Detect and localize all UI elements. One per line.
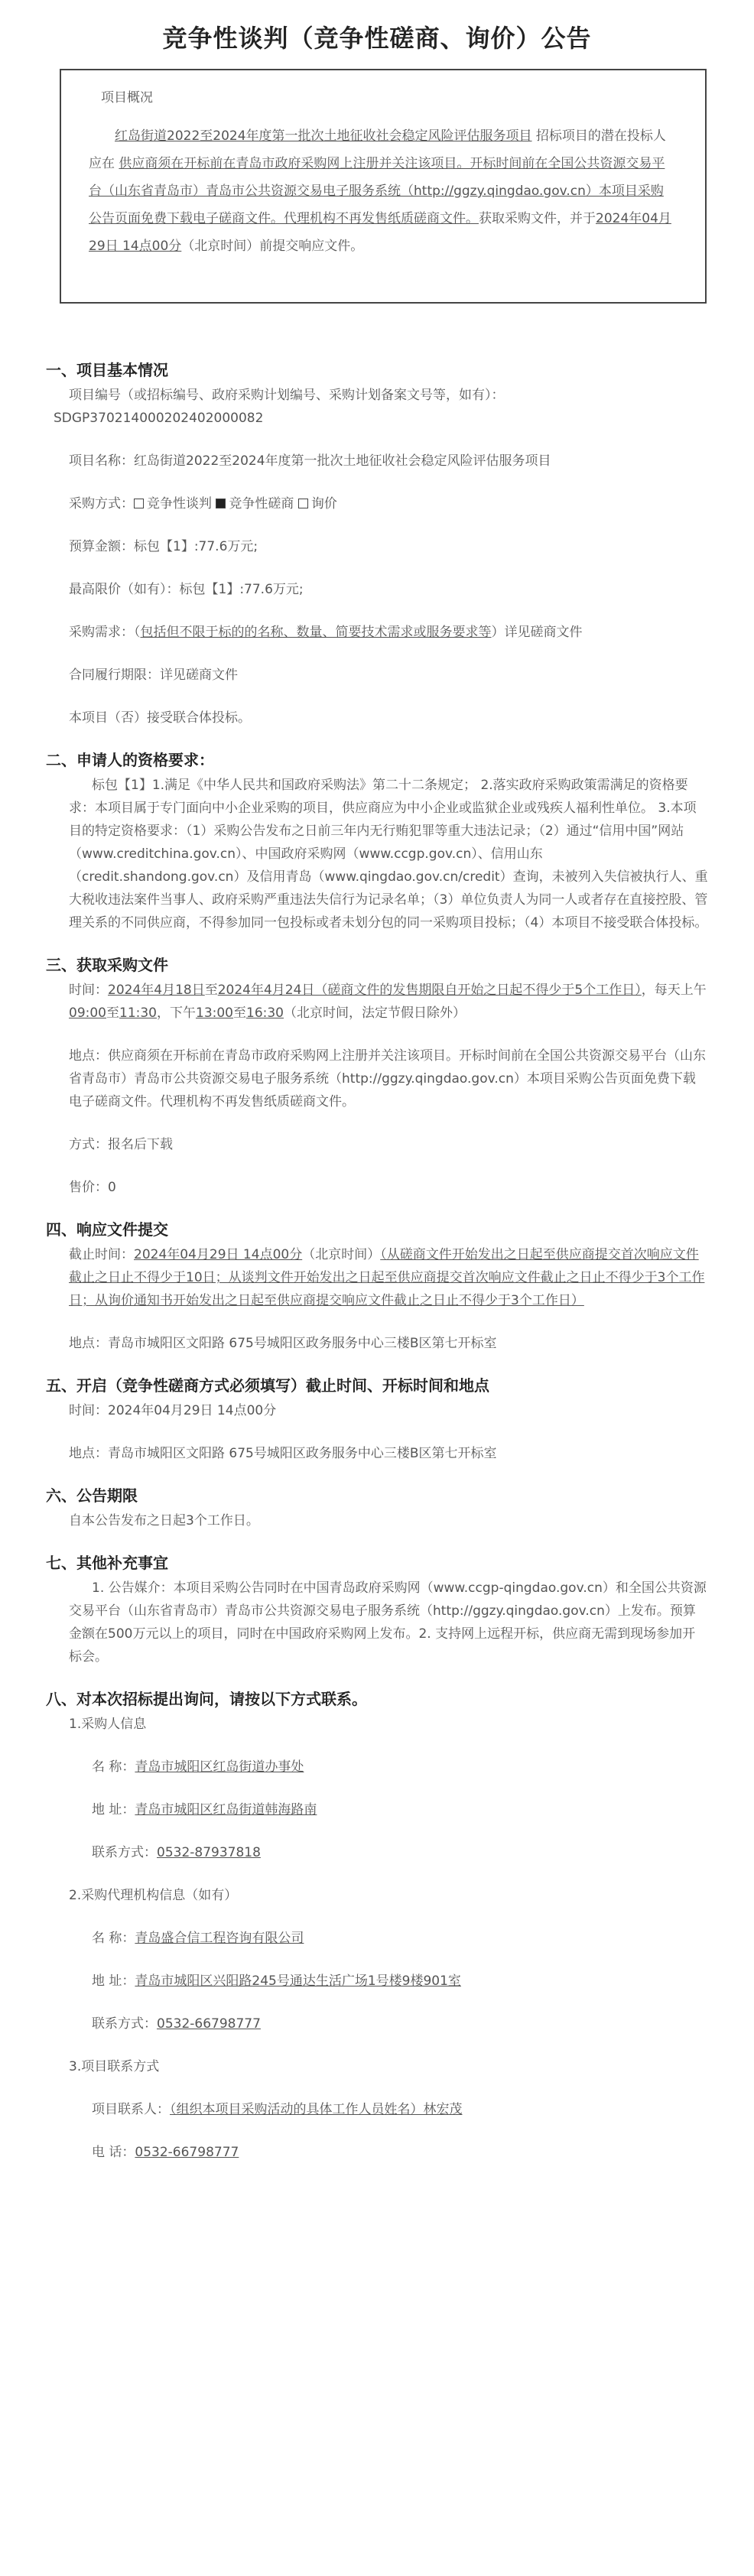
- acquisition-place: 地点：供应商须在开标前在青岛市政府采购网上注册并关注该项目。开标时间前在全国公共资源交易平台（山东省青岛市）青岛市公共资源交易电子服务系统（http://ggzy.qingdao.gov.cn）本项目采购公告页面免费下载电子磋商文件。代理机构不再发售纸质磋商文件。: [69, 1048, 706, 1109]
- project-code-label: 项目编号（或招标编号、政府采购计划编号、采购计划备案文号等，如有）：: [69, 388, 505, 403]
- unchecked-box-icon: [134, 499, 144, 508]
- purchaser-info-title: 1.采购人信息: [69, 1717, 147, 1732]
- agency-phone: 0532-66798777: [157, 2016, 261, 2032]
- qualification-requirements: 标包【1】1.满足《中华人民共和国政府采购法》第二十二条规定； 2.落实政府采购政策需满足的资格要求：本项目属于专门面向中小企业采购的项目，供应商应为中小企业或监狱企业或残疾人福利性单位。 3.本项目的特定资格要求：（1）采购公告发布之日前三年内无行贿犯罪等重大违法记录；（2）通过“信用中国”网站（www.creditchina.gov.cn）、中国政府采购网（www.ccgp.gov.cn）、信用山东（credit.shandong.gov.cn）及信用青岛（www.qingdao.gov.cn/credit）查询，未被列入失信被执行人、重大税收违法案件当事人、政府采购严重违法失信行为记录名单；（3）单位负责人为同一人或者存在直接控股、管理关系的不同供应商，不得参加同一包投标或者未划分包的同一采购项目投标；（4）本项目不接受联合体投标。: [69, 778, 708, 931]
- morning-end: 11:30: [119, 1005, 157, 1021]
- to-text: 至: [204, 983, 218, 998]
- purchaser-address-value: 青岛市城阳区红岛街道韩海路南: [135, 1802, 317, 1817]
- needs-detail: 包括但不限于标的的名称、数量、简要技术需求或服务要求等: [140, 625, 492, 640]
- contact-label: 联系方式：: [92, 1845, 157, 1860]
- purchaser-name-value: 青岛市城阳区红岛街道办事处: [135, 1759, 304, 1775]
- section-5-heading: 五、开启（竞争性磋商方式必须填写）截止时间、开标时间和地点: [46, 1376, 489, 1395]
- agency-address: [46, 1970, 708, 1993]
- section-3-heading: 三、获取采购文件: [46, 956, 168, 974]
- section-8-heading: 八、对本次招标提出询问，请按以下方式联系。: [46, 1690, 367, 1708]
- overview-download-info: 供应商须在开标前在青岛市政府采购网上注册并关注该项目。开标时间前在全国公共资源交易平台（山东省青岛市）青岛市公共资源交易电子服务系统（http://ggzy.qingdao.gov.cn）本项目采购公告页面免费下载电子磋商文件。代理机构不再发售纸质磋商文件。: [89, 156, 665, 226]
- name-label: 名 称：: [92, 1759, 135, 1775]
- submission-place: 地点：青岛市城阳区文阳路 675号城阳区政务服务中心三楼B区第七开标室: [69, 1336, 497, 1351]
- overview-text: [89, 122, 674, 260]
- procurement-method-label: 采购方式：: [69, 496, 134, 512]
- overview-text-2: 招标项目的潜在投标人应在: [89, 128, 666, 171]
- agency-contact: [46, 2012, 708, 2035]
- project-contact-person: [46, 2098, 708, 2121]
- agency-address-value: 青岛市城阳区兴阳路245号通达生活广场1号楼9楼901室: [135, 1973, 461, 1989]
- contract-period: 合同履行期限：详见磋商文件: [69, 668, 238, 683]
- afternoon-end: 16:30: [246, 1005, 284, 1021]
- start-date: 2024年4月18日: [108, 983, 205, 998]
- overview-heading: 项目概况: [101, 90, 153, 106]
- overview-project-name: 红岛街道2022至2024年度第一批次土地征收社会稳定风险评估服务项目: [115, 128, 532, 144]
- address-label: 地 址：: [92, 1973, 135, 1989]
- morning-text: ，每天上午: [641, 983, 707, 998]
- purchaser-contact: [46, 1841, 708, 1864]
- budget-amount: 预算金额：标包【1】:77.6万元;: [69, 539, 258, 554]
- contact-label: 联系方式：: [92, 2016, 157, 2032]
- document-price: 售价：0: [69, 1180, 116, 1195]
- purchaser-address: [46, 1798, 708, 1821]
- name-label: 名 称：: [92, 1931, 135, 1946]
- project-contact-title: 3.项目联系方式: [69, 2059, 160, 2074]
- procurement-method: [46, 492, 708, 515]
- section-2-heading: 二、申请人的资格要求：: [46, 751, 214, 769]
- supplementary-info: 1. 公告媒介：本项目采购公告同时在中国青岛政府采购网（www.ccgp-qingdao.gov.cn）和全国公共资源交易平台（山东省青岛市）青岛市公共资源交易电子服务系统（http://ggzy.qingdao.gov.cn）上发布。预算金额在500万元以上的项目，同时在中国政府采购网上发布。2. 支持网上远程开标，供应商无需到现场参加开标会。: [69, 1580, 707, 1665]
- checked-box-icon: [216, 499, 226, 508]
- consortium-note: 本项目（否）接受联合体投标。: [69, 710, 251, 726]
- overview-deadline: 2024年04月29日 14点00分: [89, 211, 671, 254]
- procurement-needs: [46, 621, 708, 644]
- morning-start: 09:00: [69, 1005, 106, 1021]
- end-date: 2024年4月24日（磋商文件的发售期限自开始之日起不得少于5个工作日）: [217, 983, 642, 998]
- project-code-value: SDGP370214000202402000082: [54, 411, 264, 426]
- afternoon-start: 13:00: [196, 1005, 233, 1021]
- address-label: 地 址：: [92, 1802, 135, 1817]
- project-contact-phone: [46, 2141, 708, 2164]
- max-price: 最高限价（如有）：标包【1】:77.6万元;: [69, 582, 304, 597]
- opening-time: 时间：2024年04月29日 14点00分: [69, 1403, 277, 1418]
- needs-prefix: 采购需求：（: [69, 625, 141, 640]
- project-name: 项目名称：红岛街道2022至2024年度第一批次土地征收社会稳定风险评估服务项目: [69, 453, 551, 469]
- method-option-inquiry: 询价: [310, 496, 337, 512]
- overview-text-6: （北京时间）前提交响应文件。: [181, 239, 364, 254]
- agency-name: [46, 1927, 708, 1950]
- opening-place: 地点：青岛市城阳区文阳路 675号城阳区政务服务中心三楼B区第七开标室: [69, 1446, 497, 1461]
- submission-deadline: [46, 1243, 708, 1312]
- afternoon-text: ，下午: [157, 1005, 196, 1021]
- contact-person-label: 项目联系人：: [92, 2102, 170, 2117]
- announcement-content: [46, 359, 708, 2164]
- to-text: 至: [233, 1005, 246, 1021]
- project-phone-value: 0532-66798777: [135, 2145, 239, 2160]
- needs-suffix: ）详见磋商文件: [491, 625, 583, 640]
- to-text: 至: [106, 1005, 119, 1021]
- agency-info-title: 2.采购代理机构信息（如有）: [69, 1888, 238, 1903]
- time-label: 时间：: [69, 983, 108, 998]
- method-option-consultation: 竞争性磋商: [229, 496, 294, 512]
- unchecked-box-icon: [298, 499, 308, 508]
- deadline-rules: （从磋商文件开始发出之日起至供应商提交首次响应文件截止之日止不得少于10日；从谈判文件开始发出之日起至供应商提交首次响应文件截止之日止不得少于3个工作日；从询价通知书开始发出之日起至供应商提交响应文件截止之日止不得少于3个工作日）: [69, 1247, 705, 1308]
- section-4-heading: 四、响应文件提交: [46, 1220, 168, 1239]
- project-overview-box: [60, 69, 707, 304]
- deadline-datetime: 2024年04月29日 14点00分: [134, 1247, 303, 1262]
- method-option-negotiation: 竞争性谈判: [147, 496, 212, 512]
- beijing-time-note: （北京时间）: [302, 1247, 381, 1262]
- page-title: 竞争性谈判（竞争性磋商、询价）公告: [162, 24, 592, 53]
- acquisition-way: 方式：报名后下载: [69, 1137, 173, 1152]
- agency-name-value: 青岛盛合信工程咨询有限公司: [135, 1931, 304, 1946]
- phone-label: 电 话：: [92, 2145, 135, 2160]
- deadline-label: 截止时间：: [69, 1247, 134, 1262]
- holiday-note: （北京时间，法定节假日除外）: [284, 1005, 466, 1021]
- purchaser-phone: 0532-87937818: [157, 1845, 261, 1860]
- section-7-heading: 七、其他补充事宜: [46, 1554, 168, 1572]
- section-1-heading: 一、项目基本情况: [46, 361, 168, 379]
- notice-period: 自本公告发布之日起3个工作日。: [69, 1513, 259, 1528]
- purchaser-name: [46, 1756, 708, 1779]
- document-acquisition-time: [46, 979, 708, 1025]
- section-6-heading: 六、公告期限: [46, 1486, 138, 1505]
- overview-text-4: 获取采购文件，并于: [479, 211, 596, 226]
- contact-person-value: （组织本项目采购活动的具体工作人员姓名）林宏茂: [170, 2102, 463, 2117]
